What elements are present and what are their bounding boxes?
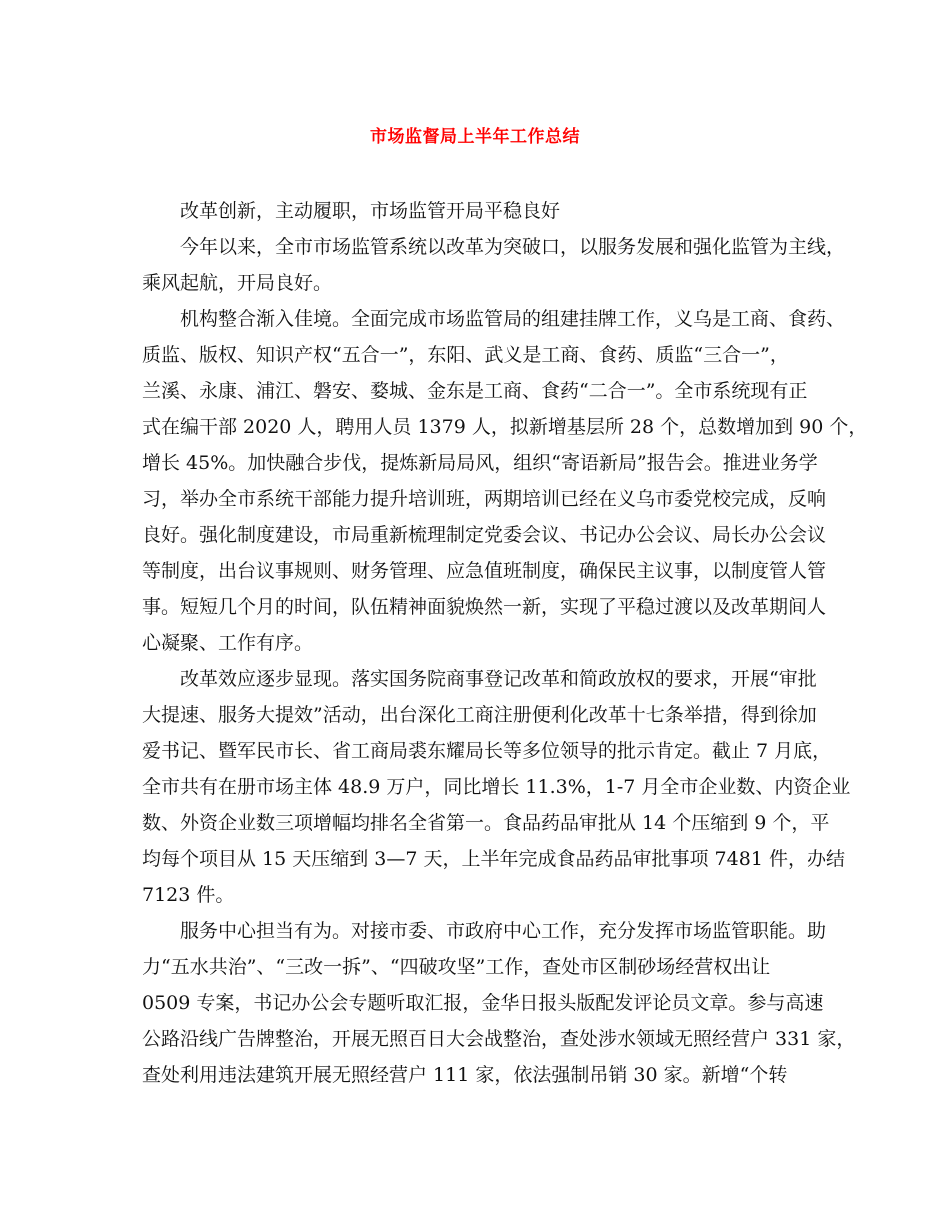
text-line: 事。短短几个月的时间，队伍精神面貌焕然一新，实现了平稳过渡以及改革期间人 xyxy=(142,596,827,618)
text-line: 今年以来，全市市场监管系统以改革为突破口，以服务发展和强化监管为主线， xyxy=(180,236,846,258)
paragraph-service-center xyxy=(142,913,856,1093)
text-line: 爱书记、暨军民市长、省工商局裘东耀局长等多位领导的批示肯定。截止 7 月底， xyxy=(142,740,832,762)
document-body xyxy=(142,193,868,1093)
paragraph-intro xyxy=(142,229,846,301)
paragraph-subtitle xyxy=(142,193,828,229)
text-line: 式在编干部 2020 人，聘用人员 1379 人，拟新增基层所 28 个，总数增加到 90 个， xyxy=(142,416,868,438)
text-line: 增长 45%。加快融合步伐，提炼新局局风，组织“寄语新局”报告会。推进业务学 xyxy=(142,452,818,474)
text-line: 机构整合渐入佳境。全面完成市场监管局的组建挂牌工作，义乌是工商、食药、 xyxy=(180,308,846,330)
text-line: 0509 专案，书记办公会专题听取汇报，金华日报头版配发评论员文章。参与高速 xyxy=(142,992,824,1014)
text-line: 力“五水共治”、“三改一拆”、“四破攻坚”工作，查处市区制砂场经营权出让 xyxy=(142,956,771,978)
text-line: 数、外资企业数三项增幅均排名全省第一。食品药品审批从 14 个压缩到 9 个，平 xyxy=(142,812,830,834)
text-line: 良好。强化制度建设，市局重新梳理制定党委会议、书记办公会议、局长办公会议 xyxy=(142,524,827,546)
text-line: 查处利用违法建筑开展无照经营户 111 家，依法强制吊销 30 家。新增“个转 xyxy=(142,1064,788,1086)
text-line: 服务中心担当有为。对接市委、市政府中心工作，充分发挥市场监管职能。助 xyxy=(180,920,827,942)
text-line: 心凝聚、工作有序。 xyxy=(142,632,314,654)
paragraph-institution-integration xyxy=(142,301,868,661)
text-line: 7123 件。 xyxy=(142,884,235,906)
text-line: 质监、版权、知识产权“五合一”，东阳、武义是工商、食药、质监“三合一”， xyxy=(142,344,789,366)
paragraph-reform-effects xyxy=(142,661,851,913)
text-line: 兰溪、永康、浦江、磐安、婺城、金东是工商、食药“二合一”。全市系统现有正 xyxy=(142,380,808,402)
text-line: 均每个项目从 15 天压缩到 3—7 天，上半年完成食品药品审批事项 7481 件，办结 xyxy=(142,848,845,870)
text-line: 习，举办全市系统干部能力提升培训班，两期培训已经在义乌市委党校完成，反响 xyxy=(142,488,827,510)
text-line: 全市共有在册市场主体 48.9 万户，同比增长 11.3%，1-7 月全市企业数、内资企业 xyxy=(142,776,851,798)
text-line: 大提速、服务大提效”活动，出台深化工商注册便利化改革十七条举措，得到徐加 xyxy=(142,704,817,726)
text-line: 等制度，出台议事规则、财务管理、应急值班制度，确保民主议事，以制度管人管 xyxy=(142,560,827,582)
text-line: 改革创新，主动履职，市场监管开局平稳良好 xyxy=(180,200,561,222)
text-line: 乘风起航，开局良好。 xyxy=(142,272,333,294)
text-line: 改革效应逐步显现。落实国务院商事登记改革和简政放权的要求，开展“审批 xyxy=(180,668,817,690)
document-title: 市场监督局上半年工作总结 xyxy=(370,127,580,147)
text-line: 公路沿线广告牌整治，开展无照百日大会战整治，查处涉水领域无照经营户 331 家， xyxy=(142,1028,856,1050)
